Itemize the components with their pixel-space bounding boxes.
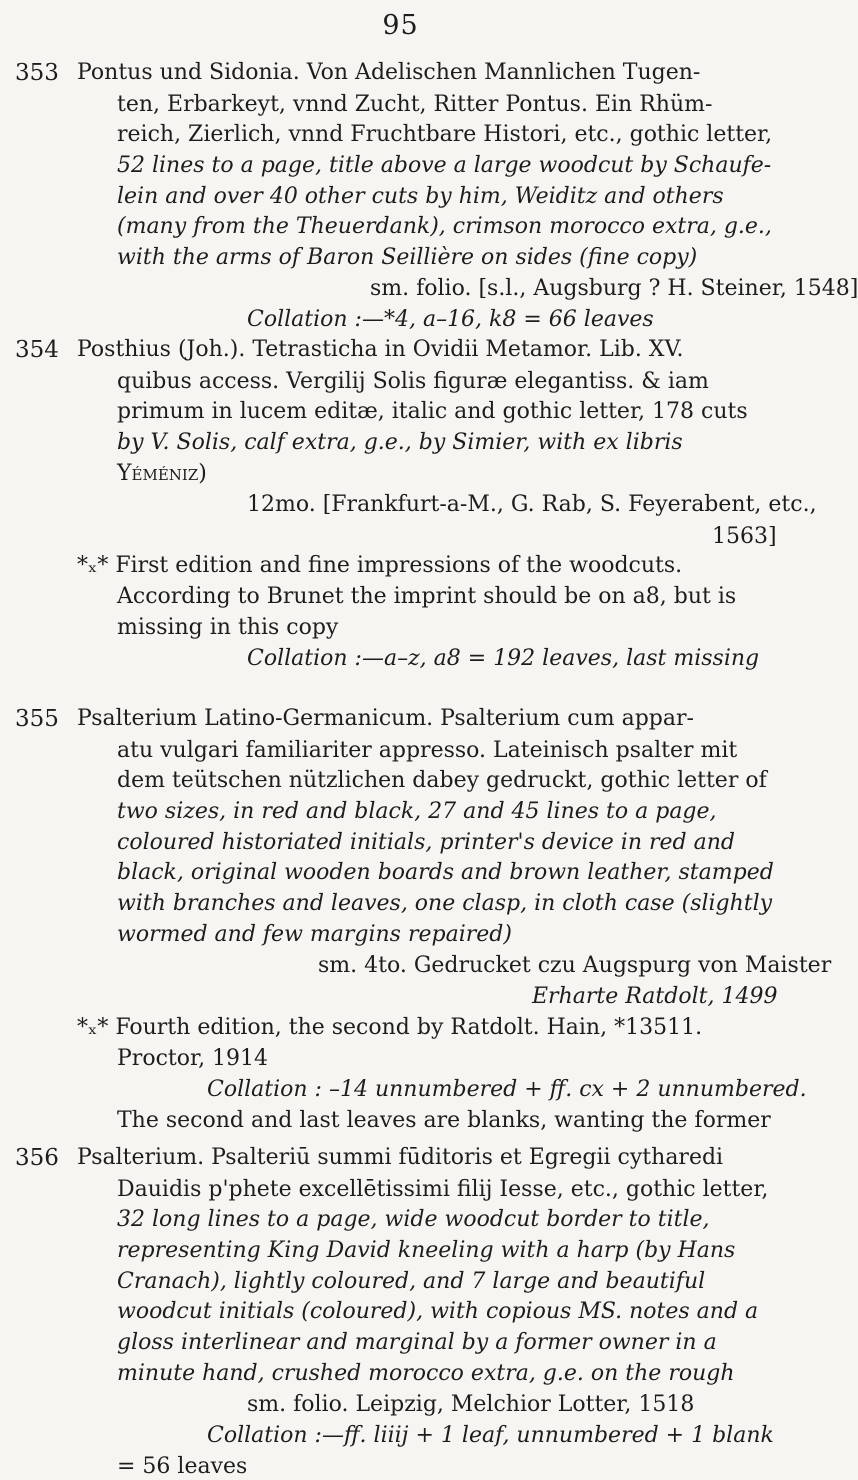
entry-imprint: sm. 4to. Gedrucket czu Augspurg von Maister — [318, 953, 832, 978]
entry-line: Pontus und Sidonia. Von Adelischen Mannlichen Tugen- — [77, 60, 701, 85]
entry-line: ten, Erbarkeyt, vnnd Zucht, Ritter Pontus. Ein Rhüm- — [117, 92, 713, 117]
entry-line: 52 lines to a page, title above a large woodcut by Schaufe- — [117, 153, 772, 178]
entry-line: (many from the Theuerdank), crimson morocco extra, g.e., — [117, 214, 772, 239]
entry-line: reich, Zierlich, vnnd Fruchtbare Histori, etc., gothic letter, — [117, 122, 773, 147]
entry-line: Cranach), lightly coloured, and 7 large and beautiful — [117, 1269, 706, 1294]
entry-note: Proctor, 1914 — [117, 1046, 269, 1071]
entry-line: primum in lucem editæ, italic and gothic letter, 178 cuts — [117, 399, 748, 424]
entry-line: wormed and few margins repaired) — [117, 922, 512, 947]
entry-line: by V. Solis, calf extra, g.e., by Simier, with ex libris — [117, 430, 683, 455]
entry-line: minute hand, crushed morocco extra, g.e. on the rough — [117, 1361, 735, 1386]
entry-number: 355 — [15, 706, 59, 732]
entry-collation: Collation :—ff. liiij + 1 leaf, unnumbered + 1 blank — [207, 1423, 774, 1448]
entry-line: atu vulgari familiariter appresso. Lateinisch psalter mit — [117, 738, 738, 763]
entry-line: Psalterium Latino-Germanicum. Psalterium cum appar- — [77, 706, 694, 731]
entry-line: with branches and leaves, one clasp, in cloth case (slightly — [117, 891, 773, 916]
page-number: 95 — [382, 10, 419, 41]
entry-imprint-continued: 1563] — [712, 524, 777, 549]
entry-line: Dauidis p'phete excellētissimi filij Iesse, etc., gothic letter, — [117, 1177, 769, 1202]
entry-number: 354 — [15, 337, 59, 363]
entry-note: According to Brunet the imprint should be on a8, but is — [117, 584, 737, 609]
entry-line: woodcut initials (coloured), with copious MS. notes and a — [117, 1299, 759, 1324]
entry-imprint: sm. folio. [s.l., Augsburg ? H. Steiner, 1548] — [370, 276, 858, 301]
entry-line: dem teütschen nützlichen dabey gedruckt, gothic letter of — [117, 768, 767, 793]
entry-line: representing King David kneeling with a harp (by Hans — [117, 1238, 736, 1263]
entry-line: two sizes, in red and black, 27 and 45 lines to a page, — [117, 799, 717, 824]
entry-line: Posthius (Joh.). Tetrasticha in Ovidii Metamor. Lib. XV. — [77, 337, 684, 362]
entry-collation: Collation :—a–z, a8 = 192 leaves, last missing — [247, 646, 760, 671]
entry-collation-continued: = 56 leaves — [117, 1454, 248, 1479]
entry-imprint: sm. folio. Leipzig, Melchior Lotter, 1518 — [247, 1392, 695, 1417]
entry-collation: Collation : –14 unnumbered + ff. cx + 2 unnumbered. — [207, 1077, 807, 1102]
entry-line: black, original wooden boards and brown leather, stamped — [117, 860, 774, 885]
entry-collation: Collation :—*4, a–16, k8 = 66 leaves — [247, 307, 654, 332]
entry-line: with the arms of Baron Seillière on sides (fine copy) — [117, 245, 698, 270]
entry-line: 32 long lines to a page, wide woodcut border to title, — [117, 1207, 710, 1232]
entry-note: *ₓ* Fourth edition, the second by Ratdolt. Hain, *13511. — [77, 1015, 703, 1040]
entry-number: 353 — [15, 60, 59, 86]
entry-line: lein and over 40 other cuts by him, Weiditz and others — [117, 184, 724, 209]
entry-line: quibus access. Vergilij Solis figuræ elegantiss. & iam — [117, 369, 709, 394]
entry-collation-continued: The second and last leaves are blanks, wanting the former — [117, 1108, 771, 1133]
entry-imprint: 12mo. [Frankfurt-a-M., G. Rab, S. Feyerabent, etc., — [247, 492, 817, 517]
entry-imprint-continued: Erharte Ratdolt, 1499 — [532, 984, 778, 1009]
entry-line: gloss interlinear and marginal by a former owner in a — [117, 1330, 717, 1355]
entry-note: *ₓ* First edition and fine impressions of the woodcuts. — [77, 553, 683, 578]
entry-line: Yéméniz) — [117, 461, 207, 486]
entry-line: Psalterium. Psalteriū summi fūditoris et Egregii cytharedi — [77, 1145, 724, 1170]
entry-number: 356 — [15, 1145, 59, 1171]
entry-note: missing in this copy — [117, 615, 339, 640]
entry-line: coloured historiated initials, printer's device in red and — [117, 830, 735, 855]
